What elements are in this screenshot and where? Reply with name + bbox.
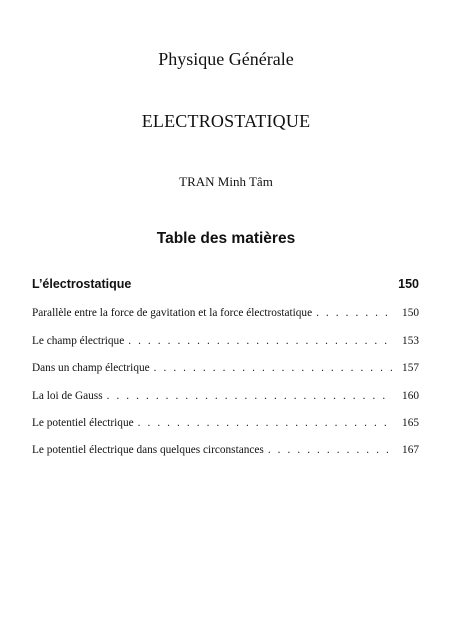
toc-entry-label: Le champ électrique xyxy=(32,335,125,347)
toc-entry-label: Le potentiel électrique xyxy=(32,417,134,429)
toc-entry-page: 157 xyxy=(402,362,419,374)
toc-entry-page: 160 xyxy=(402,390,419,402)
toc-section-page: 150 xyxy=(398,277,419,291)
toc-entry-page: 153 xyxy=(402,335,419,347)
toc-entry[interactable] xyxy=(32,389,419,403)
toc-entry[interactable] xyxy=(32,306,419,320)
toc-entry-page: 165 xyxy=(402,417,419,429)
toc-leader-dots xyxy=(103,389,392,403)
toc-leader-dots xyxy=(150,361,392,375)
toc-leader-dots xyxy=(312,306,392,320)
toc-section-electrostatique[interactable] xyxy=(32,276,419,292)
toc-entry-label: Parallèle entre la force de gavitation et la force électrostatique xyxy=(32,307,313,319)
toc-entry-page: 167 xyxy=(402,444,419,456)
toc-entry[interactable] xyxy=(32,416,419,430)
toc-entry-label: La loi de Gauss xyxy=(32,390,103,402)
toc-leader-dots xyxy=(134,416,392,430)
chapter-title: ELECTROSTATIQUE xyxy=(141,111,311,131)
toc-entry[interactable] xyxy=(32,443,419,457)
course-title: Physique Générale xyxy=(158,49,294,69)
toc-heading: Table des matières xyxy=(156,230,296,247)
author-name: TRAN Minh Tâm xyxy=(179,174,273,189)
toc-entry-label: Le potentiel électrique dans quelques circonstances xyxy=(32,444,264,456)
toc-entry[interactable] xyxy=(32,361,419,375)
toc-leader-dots xyxy=(264,443,392,457)
toc-section-label: L’électrostatique xyxy=(32,277,132,291)
toc-entry-page: 150 xyxy=(402,307,419,319)
toc-entry[interactable] xyxy=(32,334,419,348)
toc-entry-label: Dans un champ électrique xyxy=(32,362,150,374)
toc-leader-dots xyxy=(124,334,392,348)
